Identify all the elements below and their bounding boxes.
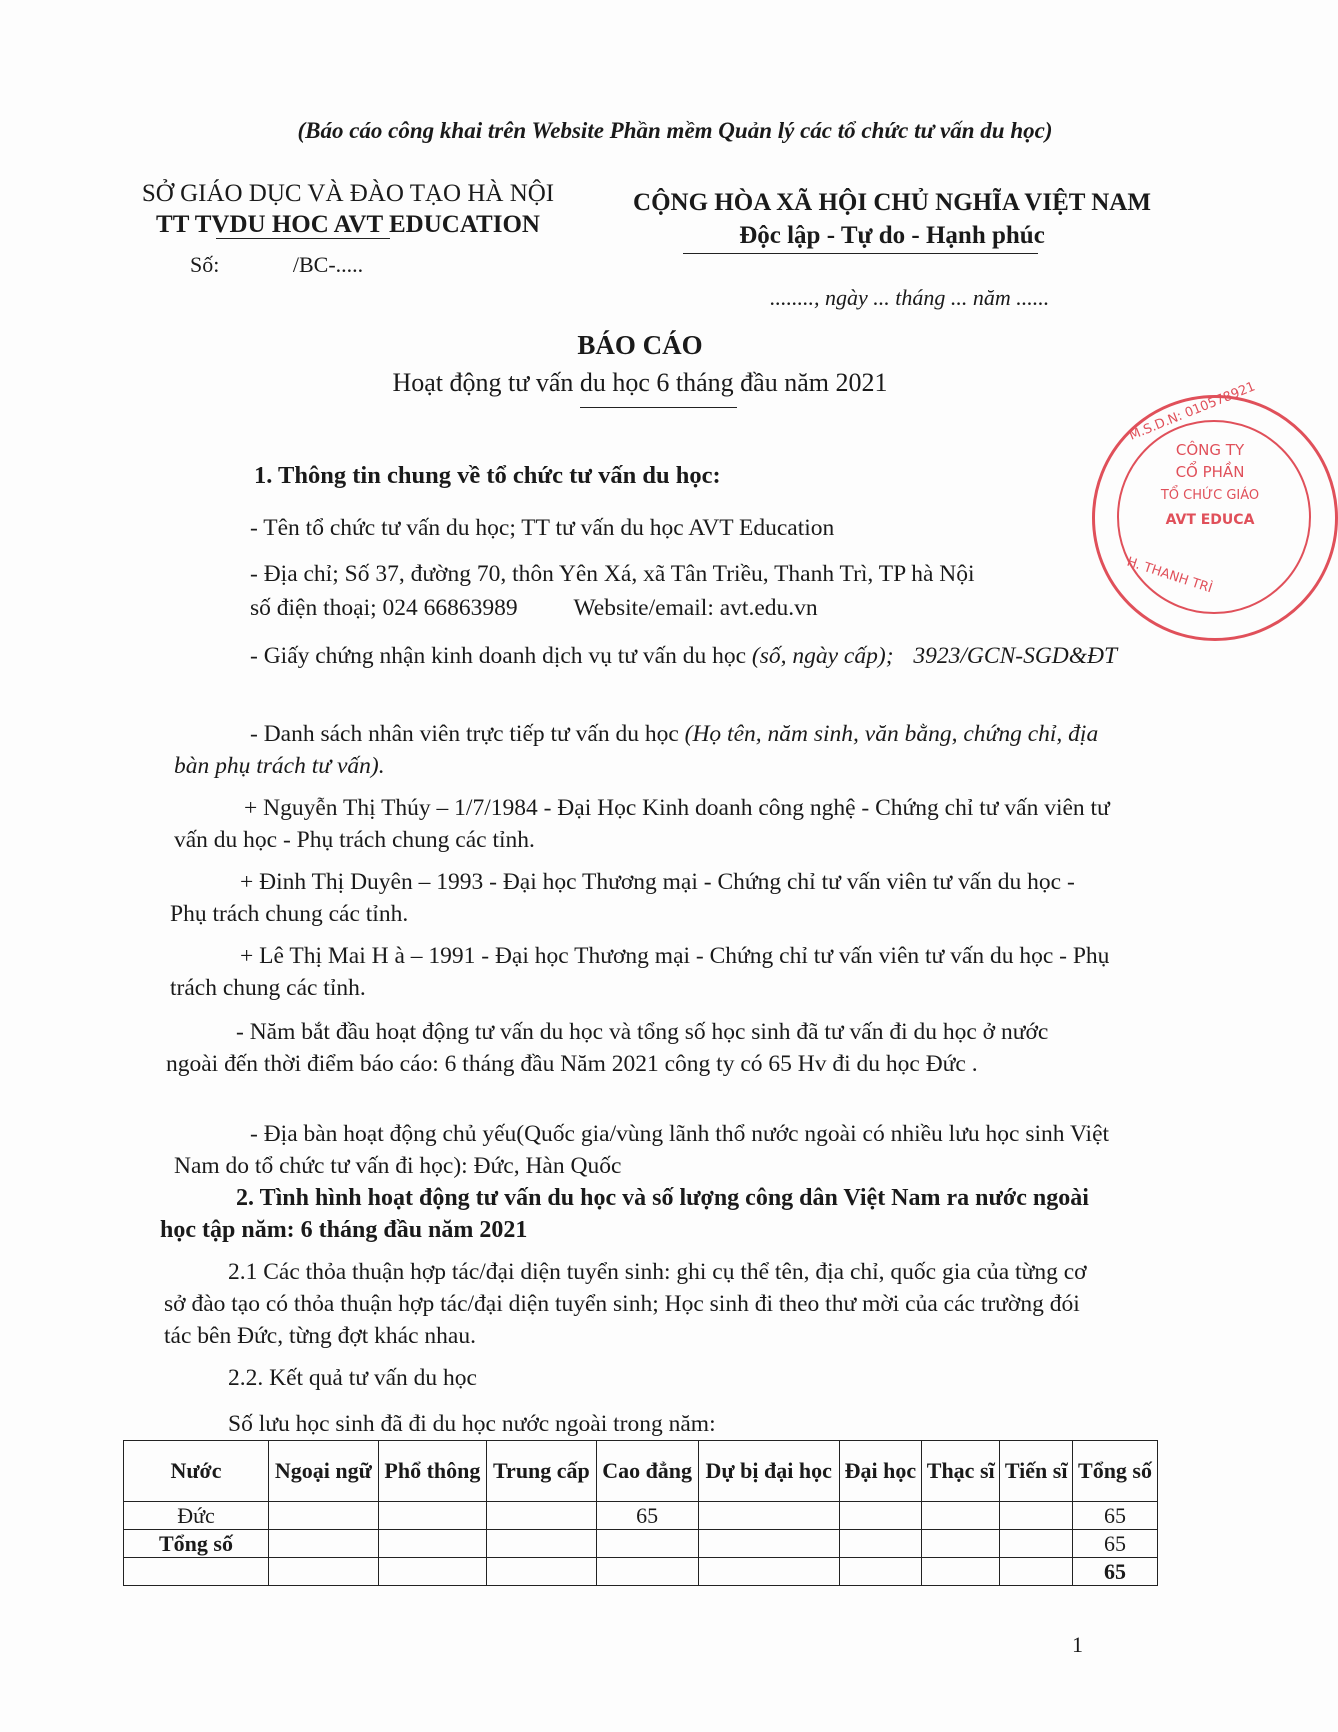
table-cell xyxy=(596,1530,698,1558)
page-number: 1 xyxy=(1072,1632,1083,1657)
right-header xyxy=(608,186,1176,252)
stamp-rim-text: M.S.D.N: 010578921 xyxy=(1127,379,1258,444)
header-university: Đại học xyxy=(839,1441,921,1502)
phone: số điện thoại; 024 66863989 xyxy=(250,595,518,621)
motto-underline xyxy=(683,253,1038,254)
table-cell: 65 xyxy=(1073,1502,1158,1530)
section2-heading: 2. Tình hình hoạt động tư vấn du học và số lượng công dân Việt Nam ra nước ngoài học tập năm: 6 tháng đầu năm 2021 xyxy=(160,1185,1089,1243)
staff-item: + Nguyễn Thị Thúy – 1/7/1984 - Đại Học Kinh doanh công nghệ - Chứng chỉ tư vấn viên tư vấn du học - Phụ trách chung các tỉnh. xyxy=(174,795,1110,853)
table-cell xyxy=(269,1530,379,1558)
table-cell xyxy=(596,1558,698,1586)
motto: Độc lập - Tự do - Hạnh phúc xyxy=(739,222,1045,249)
publication-note: (Báo cáo công khai trên Website Phần mềm Quản lý các tổ chức tư vấn du học) xyxy=(297,118,1053,143)
stamp-line: CỔ PHẦN xyxy=(1175,463,1245,481)
org-name-line: - Tên tổ chức tư vấn du học; TT tư vấn du học AVT Education xyxy=(250,515,835,541)
table-cell xyxy=(378,1530,487,1558)
table-cell xyxy=(378,1502,487,1530)
table-cell xyxy=(1000,1502,1073,1530)
table-cell xyxy=(839,1530,921,1558)
table-cell xyxy=(1000,1558,1073,1586)
table-cell xyxy=(1000,1530,1073,1558)
table-cell xyxy=(922,1558,1000,1586)
header-master: Thạc sĩ xyxy=(922,1441,1000,1502)
table-cell xyxy=(922,1502,1000,1530)
left-header xyxy=(118,178,578,240)
table-cell xyxy=(269,1558,379,1586)
header-preparatory: Dự bị đại học xyxy=(698,1441,839,1502)
stamp-line: AVT EDUCA xyxy=(1165,512,1255,528)
staff-intro-label: - Danh sách nhân viên trực tiếp tư vấn du học xyxy=(250,721,679,747)
header-intermediate: Trung cấp xyxy=(487,1441,596,1502)
table-cell xyxy=(487,1558,596,1586)
table-header-row xyxy=(124,1441,1158,1502)
table-cell xyxy=(698,1530,839,1558)
table-cell xyxy=(124,1558,269,1586)
table-row xyxy=(124,1558,1158,1586)
website: Website/email: avt.edu.vn xyxy=(573,595,818,621)
header-doctor: Tiến sĩ xyxy=(1000,1441,1073,1502)
document-number xyxy=(190,252,363,278)
header-total: Tổng số xyxy=(1073,1441,1158,1502)
table-cell xyxy=(698,1502,839,1530)
subtitle-underline xyxy=(580,407,737,408)
report-subtitle: Hoạt động tư vấn du học 6 tháng đầu năm 2021 xyxy=(392,368,888,397)
country-name: CỘNG HÒA XÃ HỘI CHỦ NGHĨA VIỆT NAM xyxy=(633,189,1151,216)
license-number: 3923/GCN-SGD&ĐT xyxy=(913,643,1118,669)
license-note: (số, ngày cấp); xyxy=(751,643,894,669)
table-cell xyxy=(378,1558,487,1586)
table-cell xyxy=(698,1558,839,1586)
header-language: Ngoại ngữ xyxy=(269,1441,379,1502)
table-intro: Số lưu học sinh đã đi du học nước ngoài trong năm: xyxy=(228,1411,716,1437)
department-name: SỞ GIÁO DỤC VÀ ĐÀO TẠO HÀ NỘI xyxy=(141,180,555,207)
table-cell xyxy=(839,1502,921,1530)
company-stamp xyxy=(1092,379,1338,641)
organization-name: TT TVDU HOC AVT EDUCATION xyxy=(156,211,540,238)
table-cell: 65 xyxy=(1073,1530,1158,1558)
address-line: - Địa chỉ; Số 37, đường 70, thôn Yên Xá, xã Tân Triều, Thanh Trì, TP hà Nội xyxy=(250,561,975,587)
table-cell: Đức xyxy=(124,1502,269,1530)
table-cell: 65 xyxy=(596,1502,698,1530)
results-table xyxy=(123,1440,1158,1586)
contact-line xyxy=(250,592,1150,624)
table-row xyxy=(124,1530,1158,1558)
table-cell xyxy=(839,1558,921,1586)
table-cell xyxy=(269,1502,379,1530)
areas-paragraph: - Địa bàn hoạt động chủ yếu(Quốc gia/vùng lãnh thổ nước ngoài có nhiều lưu học sinh Việt Nam do tổ chức tư vấn đi học): Đức, Hàn Quốc xyxy=(174,1121,1110,1179)
table-row xyxy=(124,1502,1158,1530)
table-cell xyxy=(487,1502,596,1530)
stamp-line: CÔNG TY xyxy=(1175,441,1245,459)
start-year-paragraph: - Năm bắt đầu hoạt động tư vấn du học và tổng số học sinh đã tư vấn đi du học ở nước ngoài đến thời điểm báo cáo: 6 tháng đầu Năm 2021 công ty có 65 Hv đi du học Đức . xyxy=(166,1019,1049,1077)
staff-item: + Đinh Thị Duyên – 1993 - Đại học Thương mại - Chứng chỉ tư vấn viên tư vấn du học - Phụ trách chung các tỉnh. xyxy=(170,869,1075,927)
header-highschool: Phổ thông xyxy=(378,1441,487,1502)
results-heading: 2.2. Kết quả tư vấn du học xyxy=(228,1365,477,1391)
staff-intro xyxy=(174,718,1114,782)
table-cell xyxy=(487,1530,596,1558)
section1-heading: 1. Thông tin chung về tổ chức tư vấn du học: xyxy=(254,462,721,489)
agreements-paragraph: 2.1 Các thỏa thuận hợp tác/đại diện tuyển sinh: ghi cụ thể tên, địa chỉ, quốc gia của từng cơ sở đào tạo có thỏa thuận hợp tác/đại diện tuyển sinh; Học sinh đi theo thư mời của các trường đói tác bên Đức, từng đợt khác nhau. xyxy=(164,1259,1087,1349)
table-cell: 65 xyxy=(1073,1558,1158,1586)
number-value: /BC-..... xyxy=(292,252,364,277)
stamp-bottom-text: H. THANH TRÌ xyxy=(1124,554,1215,597)
header-country: Nước xyxy=(124,1441,269,1502)
report-title: BÁO CÁO xyxy=(577,330,703,360)
left-header-underline xyxy=(216,238,390,239)
stamp-line: TỔ CHỨC GIÁO xyxy=(1160,488,1260,503)
date-line: ........, ngày ... tháng ... năm ...... xyxy=(770,285,1050,310)
staff-item: + Lê Thị Mai H à – 1991 - Đại học Thương mại - Chứng chỉ tư vấn viên tư vấn du học - Phụ trách chung các tỉnh. xyxy=(170,943,1110,1001)
table-cell: Tổng số xyxy=(124,1530,269,1558)
header-college: Cao đẳng xyxy=(596,1441,698,1502)
license-line xyxy=(174,640,1124,672)
table-cell xyxy=(922,1530,1000,1558)
staff-intro-note: (Họ tên, năm sinh, văn bằng, chứng chỉ, địa bàn phụ trách tư vấn). xyxy=(174,721,1099,779)
number-label: Số: xyxy=(190,252,220,277)
license-label: - Giấy chứng nhận kinh doanh dịch vụ tư vấn du học xyxy=(250,643,747,669)
